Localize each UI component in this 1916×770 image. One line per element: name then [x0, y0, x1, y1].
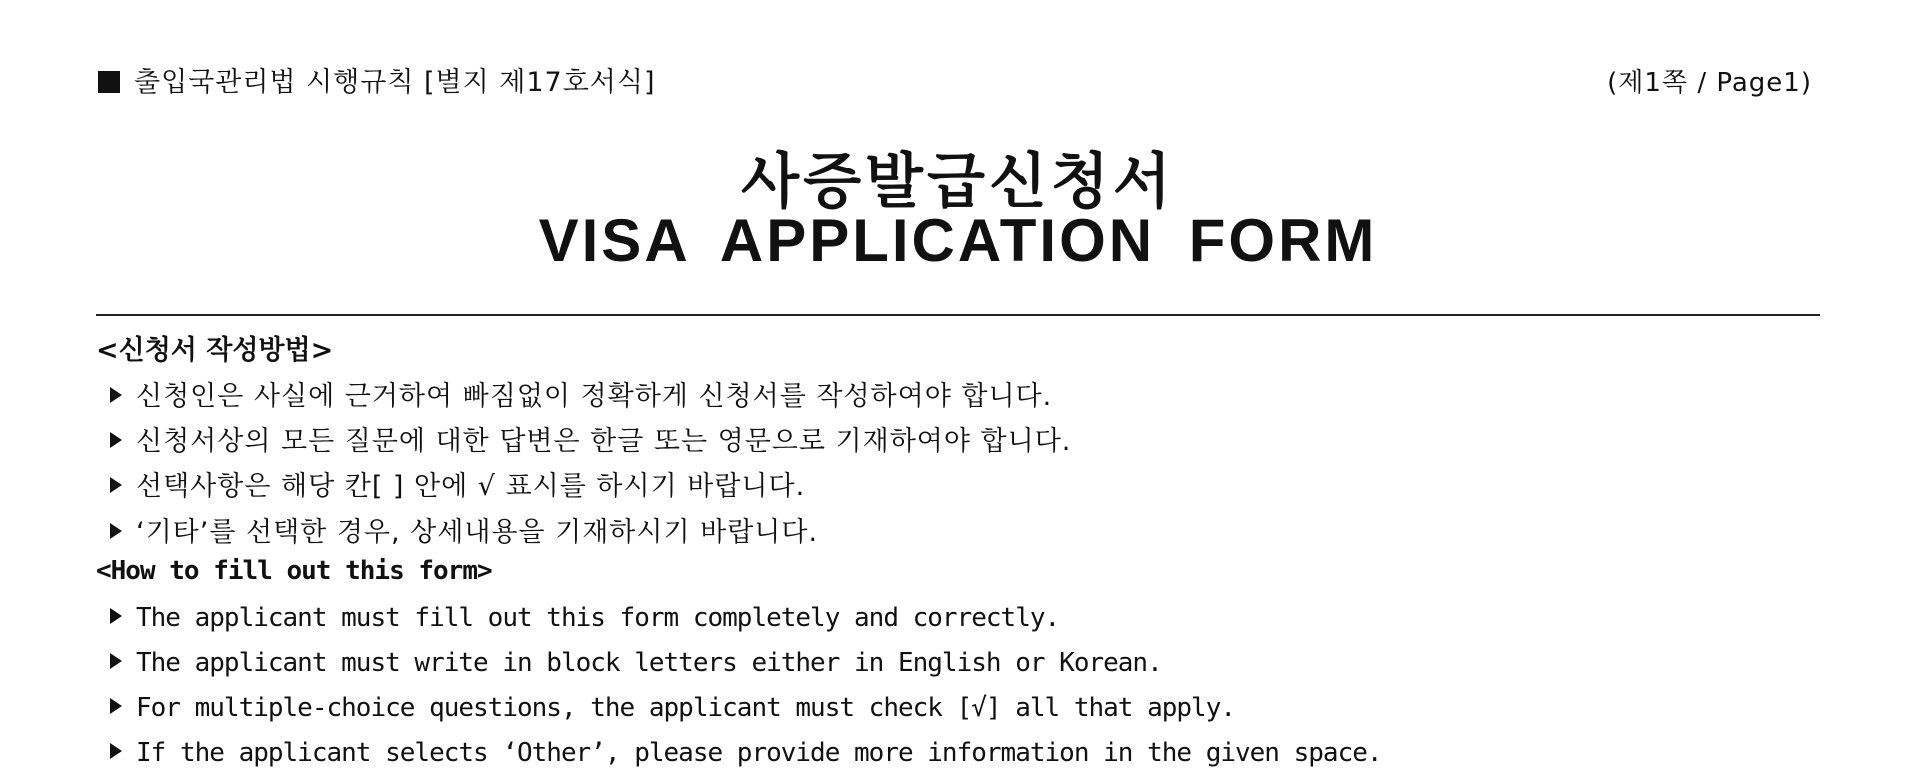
form-reference-text: 출입국관리법 시행규칙 [별지 제17호서식]	[134, 67, 656, 98]
bullet-triangle-icon	[110, 743, 122, 759]
title-korean: 사증발급신청서	[741, 147, 1175, 217]
instruction-item-ko	[110, 374, 1052, 413]
instruction-text: The applicant must fill out this form completely and correctly.	[136, 603, 1060, 633]
bullet-triangle-icon	[110, 653, 122, 669]
instructions-heading-korean: <신청서 작성방법>	[96, 335, 334, 366]
title-english: VISA APPLICATION FORM	[538, 207, 1378, 274]
page-number: (제1쪽 / Page1)	[1607, 68, 1812, 98]
instruction-text: 신청서상의 모든 질문에 대한 답변은 한글 또는 영문으로 기재하여야 합니다.	[136, 426, 1072, 457]
header-divider	[96, 314, 1820, 316]
instruction-item-ko	[110, 510, 818, 549]
instruction-item-ko	[110, 464, 805, 503]
instruction-text: If the applicant selects ‘Other’, please provide more information in the given space.	[136, 738, 1382, 768]
bullet-triangle-icon	[110, 523, 122, 539]
instruction-text: 신청인은 사실에 근거하여 빠짐없이 정확하게 신청서를 작성하여야 합니다.	[136, 381, 1053, 412]
instructions-heading-english: <How to fill out this form>	[96, 556, 492, 586]
instruction-item-en	[110, 648, 1162, 678]
instruction-text: For multiple-choice questions, the applicant must check [√] all that apply.	[136, 693, 1235, 723]
black-square-icon	[98, 71, 120, 93]
bullet-triangle-icon	[110, 608, 122, 624]
instruction-item-en	[110, 603, 1059, 633]
instruction-item-en	[110, 738, 1382, 768]
instruction-text: ‘기타’를 선택한 경우, 상세내용을 기재하시기 바랍니다.	[136, 517, 819, 548]
form-reference	[98, 60, 655, 99]
instruction-item-ko	[110, 419, 1071, 458]
instruction-item-en	[110, 693, 1235, 723]
instruction-text: 선택사항은 해당 칸[ ] 안에 √ 표시를 하시기 바랍니다.	[136, 471, 806, 502]
instruction-text: The applicant must write in block letters either in English or Korean.	[136, 648, 1162, 678]
bullet-triangle-icon	[110, 387, 122, 403]
bullet-triangle-icon	[110, 698, 122, 714]
bullet-triangle-icon	[110, 477, 122, 493]
bullet-triangle-icon	[110, 432, 122, 448]
